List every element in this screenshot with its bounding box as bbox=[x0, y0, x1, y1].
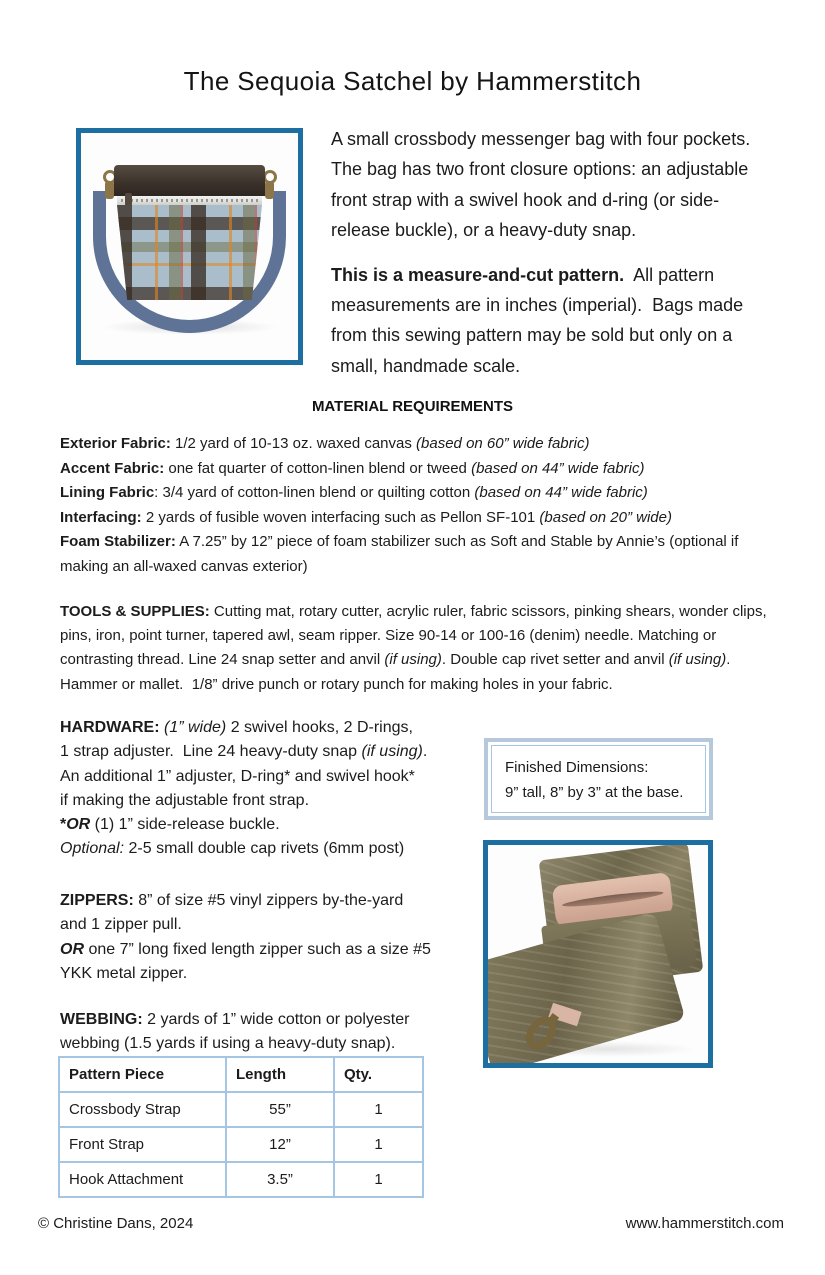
length-cell: 3.5” bbox=[226, 1162, 334, 1197]
column-header-pattern-piece: Pattern Piece bbox=[59, 1057, 226, 1092]
plaid-bag-photo bbox=[76, 128, 303, 365]
hardware-text bbox=[60, 716, 427, 862]
intro-line: This is a measure-and-cut pattern. All pattern bbox=[331, 264, 715, 285]
zippers-line: and 1 zipper pull. bbox=[60, 916, 182, 934]
bag-flap-graphic bbox=[114, 165, 265, 196]
swivel-hook-graphic bbox=[265, 181, 274, 199]
pattern-piece-cell: Front Strap bbox=[59, 1127, 226, 1162]
copyright-text: © Christine Dans, 2024 bbox=[38, 1215, 194, 1232]
tools-line: pins, iron, point turner, tapered awl, seam ripper. Size 90-14 or 100-16 (denim) needle. Matching or bbox=[60, 627, 717, 645]
length-cell: 55” bbox=[226, 1092, 334, 1127]
finished-dimensions-value: 9” tall, 8” by 3” at the base. bbox=[505, 784, 684, 801]
material-item: Accent Fabric: one fat quarter of cotton-linen blend or tweed (based on 44” wide fabric) bbox=[60, 459, 645, 477]
webbing-line: WEBBING: 2 yards of 1” wide cotton or polyester bbox=[60, 1011, 410, 1028]
zippers-line: ZIPPERS: 8” of size #5 vinyl zippers by-the-yard bbox=[60, 892, 404, 909]
materials-list bbox=[60, 432, 738, 580]
intro-line: measurements are in inches (imperial). Bags made bbox=[331, 295, 744, 316]
cutting-chart-table bbox=[58, 1056, 424, 1198]
qty-cell: 1 bbox=[334, 1162, 423, 1197]
column-header-qty: Qty. bbox=[334, 1057, 423, 1092]
page-title: The Sequoia Satchel by Hammerstitch bbox=[183, 66, 642, 96]
tools-line: Hammer or mallet. 1/8” drive punch or rotary punch for making holes in your fabric. bbox=[60, 675, 613, 693]
intro-line: The bag has two front closure options: an adjustable bbox=[331, 159, 749, 180]
intro-line: front strap with a swivel hook and d-ring (or side- bbox=[331, 189, 720, 210]
pattern-piece-cell: Hook Attachment bbox=[59, 1162, 226, 1197]
material-item: making an all-waxed canvas exterior) bbox=[60, 557, 308, 575]
bag-zipper-graphic bbox=[117, 196, 262, 205]
tools-supplies-text bbox=[60, 600, 767, 697]
pattern-piece-cell: Crossbody Strap bbox=[59, 1092, 226, 1127]
hardware-line: if making the adjustable front strap. bbox=[60, 791, 310, 809]
plaid-body-graphic bbox=[117, 205, 262, 300]
tools-line: contrasting thread. Line 24 snap setter and anvil (if using). Double cap rivet setter and anvil (if using). bbox=[60, 651, 731, 669]
open-bag-photo bbox=[483, 840, 713, 1068]
intro-line: from this sewing pattern may be sold but only on a bbox=[331, 325, 733, 346]
webbing-text bbox=[60, 1008, 409, 1056]
webbing-line: webbing (1.5 yards if using a heavy-duty snap). bbox=[60, 1035, 396, 1052]
hardware-line: Optional: 2-5 small double cap rivets (6mm post) bbox=[60, 840, 405, 858]
finished-dimensions-box bbox=[484, 738, 713, 820]
website-url: www.hammerstitch.com bbox=[625, 1215, 784, 1232]
material-item: Interfacing: 2 yards of fusible woven interfacing such as Pellon SF-101 (based on 20” wide) bbox=[60, 508, 672, 526]
finished-dimensions-inner bbox=[491, 745, 706, 813]
swivel-hook-graphic bbox=[105, 181, 114, 199]
hardware-line: HARDWARE: (1” wide) 2 swivel hooks, 2 D-rings, bbox=[60, 719, 413, 736]
table-row bbox=[59, 1092, 423, 1127]
intro-text bbox=[331, 124, 750, 381]
column-header-length: Length bbox=[226, 1057, 334, 1092]
qty-cell: 1 bbox=[334, 1092, 423, 1127]
material-item: Lining Fabric: 3/4 yard of cotton-linen blend or quilting cotton (based on 44” wide fabric) bbox=[60, 484, 648, 502]
hardware-line: 1 strap adjuster. Line 24 heavy-duty snap (if using). bbox=[60, 743, 428, 761]
material-item: Foam Stabilizer: A 7.25” by 12” piece of foam stabilizer such as Soft and Stable by Annie’s (optional if bbox=[60, 533, 739, 551]
intro-line: A small crossbody messenger bag with four pockets. bbox=[331, 129, 751, 149]
qty-cell: 1 bbox=[334, 1127, 423, 1162]
table-row bbox=[59, 1162, 423, 1197]
material-requirements-heading: MATERIAL REQUIREMENTS bbox=[311, 398, 514, 415]
table-header-row bbox=[59, 1057, 423, 1092]
hardware-line: *OR (1) 1” side-release buckle. bbox=[60, 816, 280, 834]
hardware-line: An additional 1” adjuster, D-ring* and swivel hook* bbox=[60, 767, 415, 785]
intro-line: small, handmade scale. bbox=[331, 355, 521, 376]
material-item: Exterior Fabric: 1/2 yard of 10-13 oz. waxed canvas (based on 60” wide fabric) bbox=[60, 435, 590, 452]
table-row bbox=[59, 1127, 423, 1162]
zippers-line: OR one 7” long fixed length zipper such as a size #5 bbox=[60, 940, 431, 958]
length-cell: 12” bbox=[226, 1127, 334, 1162]
tools-line: TOOLS & SUPPLIES: Cutting mat, rotary cutter, acrylic ruler, fabric scissors, pinking shears, wonder clips, bbox=[60, 603, 767, 620]
zippers-text bbox=[60, 889, 431, 987]
paragraph-gap bbox=[331, 246, 750, 260]
zipper-pull-graphic bbox=[125, 193, 132, 206]
finished-dimensions-label: Finished Dimensions: bbox=[505, 759, 649, 776]
zippers-line: YKK metal zipper. bbox=[60, 965, 188, 983]
intro-line: release buckle), or a heavy-duty snap. bbox=[331, 220, 637, 241]
